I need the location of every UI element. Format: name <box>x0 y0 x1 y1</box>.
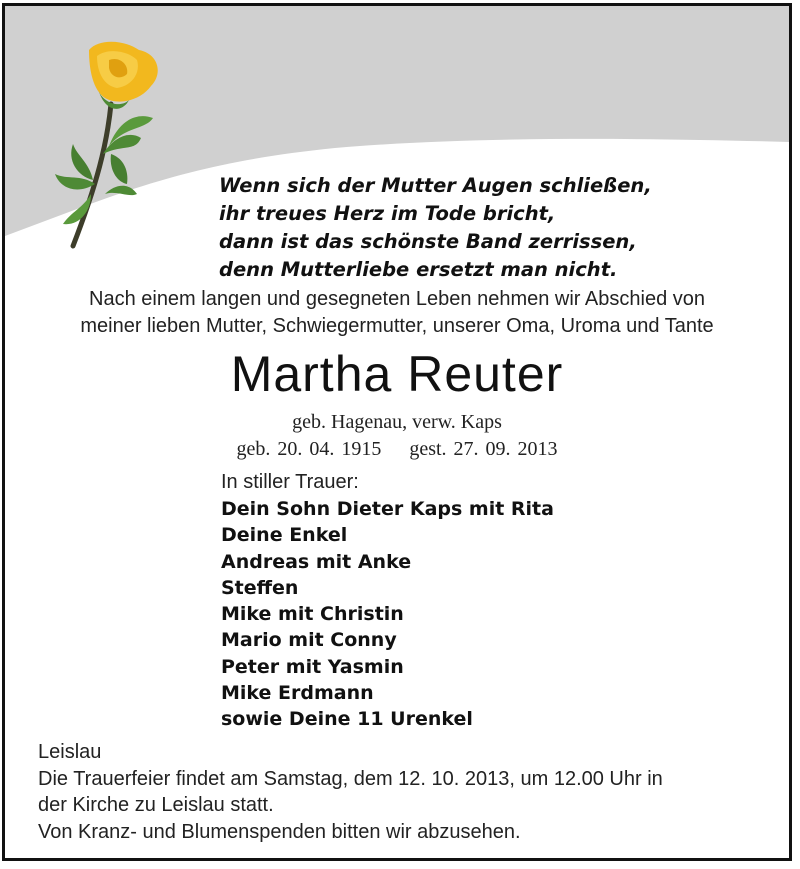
place-name: Leislau <box>38 741 102 763</box>
ceremony-line: Die Trauerfeier findet am Samstag, dem 12. 10. 2013, um 12.00 Uhr in <box>38 767 663 790</box>
intro-line: meiner lieben Mutter, Schwiegermutter, unserer Oma, Uroma und Tante <box>80 315 714 337</box>
list-item: Deine Enkel <box>221 524 348 547</box>
flowers-note: Von Kranz- und Blumenspenden bitten wir abzusehen. <box>38 820 521 843</box>
list-item: Mike Erdmann <box>221 682 374 705</box>
memorial-poem <box>219 172 652 284</box>
intro-line: Nach einem langen und gesegneten Leben nehmen wir Abschied von <box>89 288 705 310</box>
poem-line: dann ist das schönste Band zerrissen, <box>219 230 637 253</box>
list-item: Steffen <box>221 576 299 599</box>
poem-line: Wenn sich der Mutter Augen schließen, <box>219 174 652 197</box>
deceased-name: Martha Reuter <box>230 346 564 402</box>
obituary-notice <box>2 3 792 861</box>
poem-line: denn Mutterliebe ersetzt man nicht. <box>219 258 618 281</box>
ceremony-line: der Kirche zu Leislau statt. <box>38 794 274 816</box>
mourners-list <box>221 496 554 733</box>
birth-date: geb. 20. 04. 1915 <box>236 438 382 460</box>
footer-info <box>38 739 663 845</box>
yellow-rose-icon <box>33 34 173 254</box>
list-item: Dein Sohn Dieter Kaps mit Rita <box>221 498 554 520</box>
list-item: Mike mit Christin <box>221 603 404 626</box>
birth-name: geb. Hagenau, verw. Kaps <box>292 411 502 433</box>
death-date: gest. 27. 09. 2013 <box>409 438 558 460</box>
list-item: Peter mit Yasmin <box>221 655 404 678</box>
list-item: Mario mit Conny <box>221 629 397 652</box>
mourners-label: In stiller Trauer: <box>221 471 359 493</box>
intro-text <box>5 286 789 340</box>
life-dates <box>5 436 789 462</box>
list-item: sowie Deine 11 Urenkel <box>221 708 473 731</box>
list-item: Andreas mit Anke <box>221 550 412 573</box>
poem-line: ihr treues Herz im Tode bricht, <box>219 202 556 225</box>
